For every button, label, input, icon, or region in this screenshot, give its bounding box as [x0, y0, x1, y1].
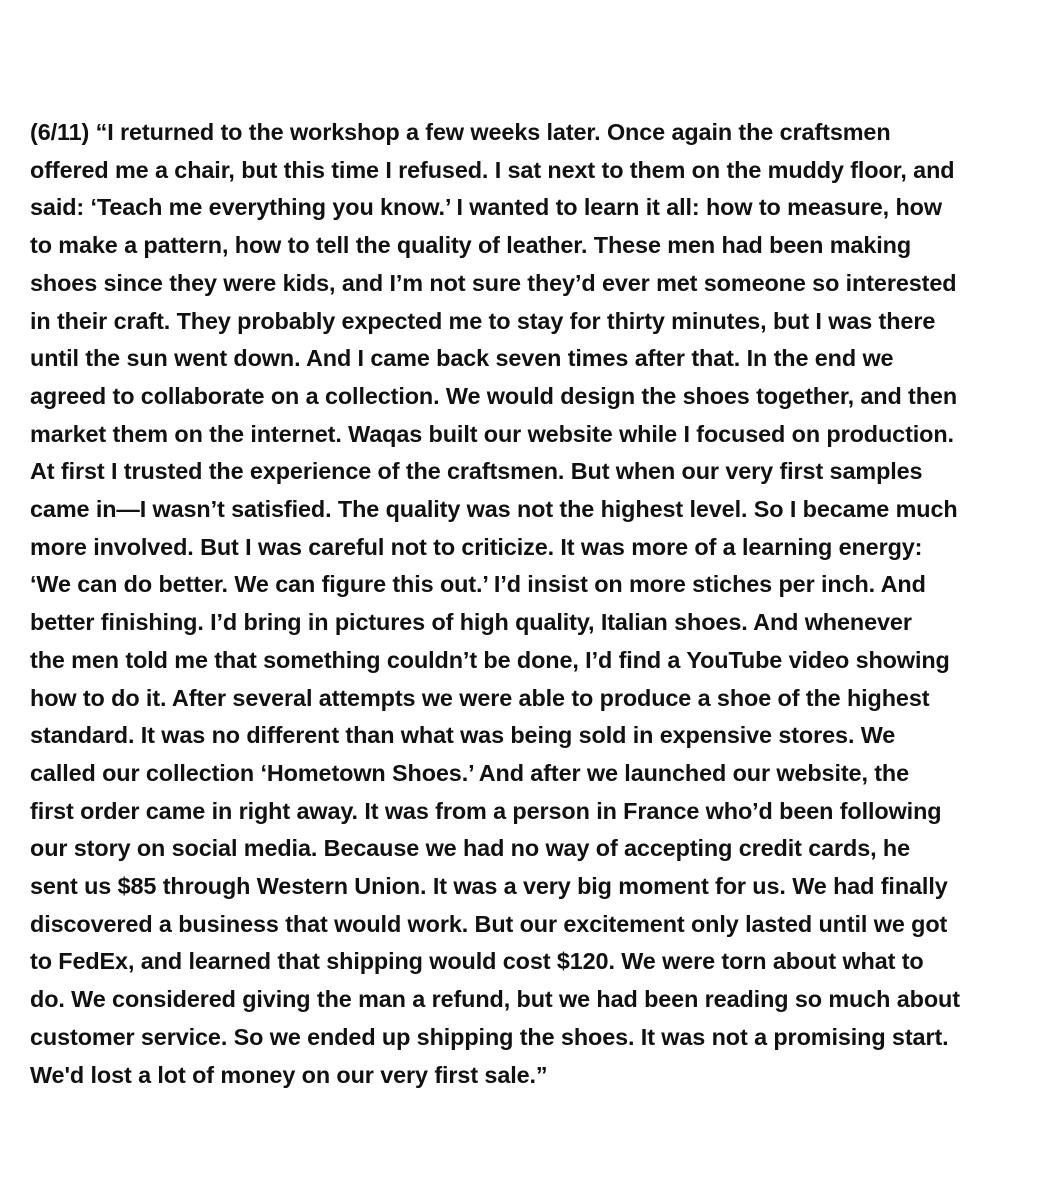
story-line-22: discovered a business that would work. But our excitement only lasted until we got: [30, 910, 948, 937]
story-text-block: [30, 114, 1030, 1094]
story-line-16: how to do it. After several attempts we were able to produce a shoe of the highest: [30, 684, 930, 711]
story-line-9: market them on the internet. Waqas built our website while I focused on production.: [30, 420, 954, 447]
story-line-8: agreed to collaborate on a collection. We would design the shoes together, and then: [30, 382, 958, 409]
story-line-23: to FedEx, and learned that shipping would cost $120. We were torn about what to: [30, 948, 924, 975]
story-line-2: offered me a chair, but this time I refused. I sat next to them on the muddy floor, and: [30, 156, 955, 183]
story-line-14: better finishing. I’d bring in pictures of high quality, Italian shoes. And whenever: [30, 609, 912, 636]
story-line-19: first order came in right away. It was from a person in France who’d been following: [30, 797, 942, 824]
story-line-3: said: ‘Teach me everything you know.’ I wanted to learn it all: how to measure, how: [30, 194, 942, 221]
story-line-17: standard. It was no different than what was being sold in expensive stores. We: [30, 722, 896, 749]
story-line-13: ‘We can do better. We can figure this out.’ I’d insist on more stiches per inch. And: [30, 571, 926, 598]
story-line-21: sent us $85 through Western Union. It was a very big moment for us. We had finally: [30, 873, 948, 900]
story-line-20: our story on social media. Because we had no way of accepting credit cards, he: [30, 835, 911, 862]
story-line-5: shoes since they were kids, and I’m not sure they’d ever met someone so interested: [30, 269, 957, 296]
story-line-25: customer service. So we ended up shipping the shoes. It was not a promising start.: [30, 1023, 949, 1050]
story-line-18: called our collection ‘Hometown Shoes.’ And after we launched our website, the: [30, 759, 910, 786]
story-line-15: the men told me that something couldn’t be done, I’d find a YouTube video showing: [30, 646, 950, 673]
story-line-24: do. We considered giving the man a refund, but we had been reading so much about: [30, 986, 960, 1013]
story-line-26: We'd lost a lot of money on our very first sale.”: [30, 1061, 548, 1088]
story-line-7: until the sun went down. And I came back seven times after that. In the end we: [30, 345, 894, 372]
story-line-4: to make a pattern, how to tell the quality of leather. These men had been making: [30, 232, 912, 259]
story-line-12: more involved. But I was careful not to criticize. It was more of a learning energy:: [30, 533, 923, 560]
story-line-11: came in—I wasn’t satisfied. The quality was not the highest level. So I became much: [30, 496, 958, 523]
story-line-10: At first I trusted the experience of the craftsmen. But when our very first samples: [30, 458, 923, 485]
story-line-6: in their craft. They probably expected me to stay for thirty minutes, but I was there: [30, 307, 936, 334]
story-line-1: (6/11) “I returned to the workshop a few weeks later. Once again the craftsmen: [30, 119, 891, 145]
